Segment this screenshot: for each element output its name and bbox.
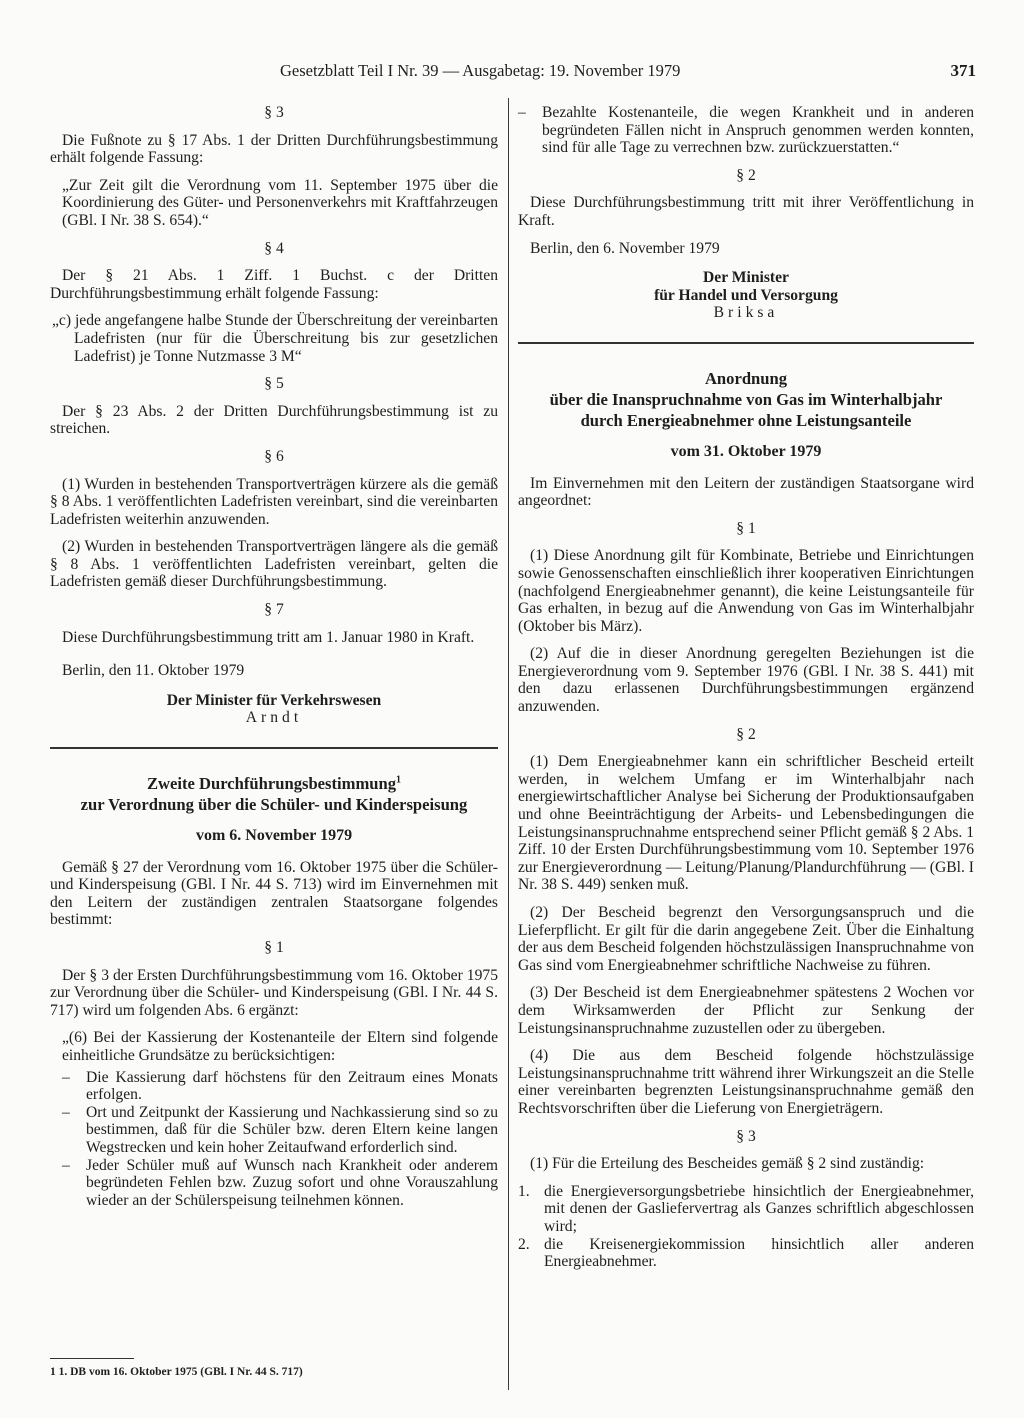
paragraph: (4) Die aus dem Bescheid folgende höchstzulässige Leistungsinanspruchnahme tritt während ihrer Wirkungszeit an die Stelle einer vereinbarten begrenzten Leistungsinanspruchnahme gemäß den Rechtsvorschriften über die Lieferung von Energieträgern. (518, 1047, 974, 1117)
signatory-title: Der Minister für Verkehrswesen (166, 691, 382, 709)
paragraph: (1) Wurden in bestehenden Transportverträgen kürzere als die gemäß § 8 Abs. 1 veröffentlichten Ladefristen vereinbart, sind die vereinbarten Ladefristen weiterhin anzuwenden. (50, 475, 498, 528)
numbered-list (518, 1183, 974, 1271)
section-heading: § 3 (264, 104, 284, 121)
title-line: über die Inanspruchnahme von Gas im Winterhalbjahr (549, 389, 943, 409)
signatory-title: Der Minister (703, 269, 789, 287)
section-rule (50, 747, 498, 749)
section-heading: § 2 (736, 725, 756, 743)
paragraph: Der § 21 Abs. 1 Ziff. 1 Buchst. c der Dritten Durchführungsbestimmung erhält folgende Fassung: (50, 267, 498, 302)
list-item-text: Jeder Schüler muß auf Wunsch nach Krankheit oder anderem begründeten Fehlen bzw. Zuzug sofort und ohne Vorauszahlung wieder an der Schülerspeisung teilnehmen können. (86, 1156, 498, 1209)
title-line: Anordnung (704, 368, 788, 388)
place-date: Berlin, den 6. November 1979 (530, 239, 720, 257)
paragraph: Im Einvernehmen mit den Leitern der zuständigen Staatsorgane wird angeordnet: (518, 474, 974, 510)
paragraph: Der § 3 der Ersten Durchführungsbestimmung vom 16. Oktober 1975 zur Verordnung über die Schüler- und Kinderspeisung (GBl. I Nr. 44 S. 717) wird um folgenden Abs. 6 ergänzt: (50, 966, 498, 1019)
list-item-text: Ort und Zeitpunkt der Kassierung und Nachkassierung sind so zu bestimmen, daß für die Schüler bzw. deren Eltern keine langen Wegstrecken und kein hoher Zeitaufwand erforderlich sind. (86, 1103, 498, 1156)
section-heading: § 1 (264, 939, 284, 956)
paragraph: (3) Der Bescheid ist dem Energieabnehmer spätestens 2 Wochen vor dem Wirksamwerden der Pflicht zur Senkung der Leistungsinanspruchnahme zuzustellen oder zu übergeben. (518, 984, 974, 1037)
document-date: vom 6. November 1979 (195, 827, 353, 845)
left-column (50, 104, 498, 1209)
title-line: Zweite Durchführungsbestimmung (146, 774, 397, 794)
paragraph: Diese Durchführungsbestimmung tritt am 1. Januar 1980 in Kraft. (62, 628, 475, 646)
footnote-marker: 1 (396, 774, 402, 786)
place-date: Berlin, den 11. Oktober 1979 (62, 662, 245, 680)
footnote: 1 1. DB vom 16. Oktober 1975 (GBl. I Nr. 44 S. 717) (50, 1366, 303, 1378)
list-item-text: die Kreisenergiekommission hinsichtlich aller anderen Energieabnehmer. (544, 1235, 974, 1271)
dash-list (50, 1069, 498, 1210)
section-heading: § 3 (736, 1127, 756, 1145)
paragraph: (2) Wurden in bestehenden Transportverträgen längere als die gemäß § 8 Abs. 1 veröffentlichten Ladefristen vereinbart, gelten die Ladefristen gemäß dieser Durchführungsbestimmung. (50, 538, 498, 591)
right-column (518, 104, 974, 1271)
list-item-text: die Energieversorgungsbetriebe hinsichtlich der Energieabnehmer, mit denen der Gasliefervertrag als Ganzes schriftlich abgeschlossen wird; (544, 1182, 974, 1235)
section-heading: § 1 (736, 519, 756, 537)
title-line: durch Energieabnehmer ohne Leistungsanteile (580, 410, 912, 430)
paragraph: Die Fußnote zu § 17 Abs. 1 der Dritten Durchführungsbestimmung erhält folgende Fassung: (50, 131, 498, 167)
running-header (280, 60, 976, 82)
signatory-title: für Handel und Versorgung (654, 286, 838, 304)
paragraph: Gemäß § 27 der Verordnung vom 16. Oktober 1975 über die Schüler- und Kinderspeisung (GBl. I Nr. 44 S. 713) wird im Einvernehmen mit den Leitern der zuständigen zentralen Staatsorgane folgendes bestimmt: (50, 858, 498, 929)
title-line: zur Verordnung über die Schüler- und Kinderspeisung (80, 795, 468, 815)
running-title: Gesetzblatt Teil I Nr. 39 — Ausgabetag: 19. November 1979 (280, 61, 681, 80)
section-heading: § 6 (264, 447, 284, 465)
section-heading: § 5 (264, 375, 284, 393)
paragraph: (1) Für die Erteilung des Bescheides gemäß § 2 sind zuständig: (530, 1155, 925, 1173)
paragraph: Der § 23 Abs. 2 der Dritten Durchführungsbestimmung ist zu streichen. (50, 402, 498, 438)
column-divider (508, 98, 509, 1390)
section-rule (518, 342, 974, 344)
section-heading: § 7 (264, 601, 284, 619)
signatory-name: Arndt (245, 709, 303, 727)
list-number: 2. (518, 1235, 530, 1253)
list-item-text: Die Kassierung darf höchstens für den Zeitraum eines Monats erfolgen. (86, 1068, 498, 1104)
paragraph: Diese Durchführungsbestimmung tritt mit ihrer Veröffentlichung in Kraft. (518, 194, 974, 229)
page-number: 371 (950, 61, 976, 80)
document-title (50, 773, 498, 815)
list-item: – Die Kassierung darf höchstens für den Zeitraum eines Monats erfolgen. (62, 1068, 498, 1104)
paragraph: (2) Der Bescheid begrenzt den Versorgungsanspruch und die Lieferpflicht. Er gilt für die darin angegebene Zeit. Über die Einhaltung der aus dem Bescheid folgenden höchstzulässigen Inanspruchnahme von Gas sind vom Energieabnehmer schriftliche Nachweise zu führen. (518, 904, 974, 974)
document-date: vom 31. Oktober 1979 (670, 442, 822, 460)
list-item: – Jeder Schüler muß auf Wunsch nach Krankheit oder anderem begründeten Fehlen bzw. Zuzug sofort und ohne Vorauszahlung wieder an der Schülerspeisung teilnehmen können. (62, 1156, 498, 1209)
paragraph: (1) Diese Anordnung gilt für Kombinate, Betriebe und Einrichtungen sowie Genossenschaften einschließlich ihrer kooperativen Einrichtungen (nachfolgend Energieabnehmer genannt), die keine Leistungsanteile für Gas erhalten, in bezug auf die Anwendung von Gas im Winterhalbjahr (Oktober bis März). (518, 547, 974, 635)
list-item (518, 1183, 974, 1236)
paragraph: (2) Auf die in dieser Anordnung geregelten Beziehungen ist die Energieverordnung vom 9. September 1976 (GBl. I Nr. 38 S. 441) mit den dazu erlassenen Durchführungsbestimmungen ergänzend anzuwenden. (518, 645, 974, 716)
section-heading: § 4 (264, 239, 284, 257)
list-item: – Ort und Zeitpunkt der Kassierung und Nachkassierung sind so zu bestimmen, daß für die Schüler bzw. deren Eltern keine langen Wegstrecken und kein hoher Zeitaufwand erforderlich sind. (62, 1103, 498, 1156)
document-title (518, 368, 974, 431)
quoted-text: „(6) Bei der Kassierung der Kostenanteile der Eltern sind folgende einheitliche Grundsätze zu berücksichtigen: (62, 1029, 498, 1064)
paragraph: (1) Dem Energieabnehmer kann ein schriftlicher Bescheid erteilt werden, in welchem Umfang er im Winterhalbjahr nach energiewirtschaftlicher Analyse bei Sicherung der Produktionsaufgaben und ohne Beeinträchtigung der Arbeits- und Lebensbedingungen die Leistungsinanspruchnahme entsprechend seiner Pflicht gemäß § 2 Abs. 1 Ziff. 10 der Ersten Durchführungsbestimmung vom 10. September 1976 zur Energieverordnung — Leitung/Planung/Plandurchführung — (GBl. I Nr. 38 S. 449) senken muß. (518, 753, 975, 894)
list-item (518, 1236, 974, 1271)
quoted-text: „c) jede angefangene halbe Stunde der Überschreitung der vereinbarten Ladefristen (nur für die Überschreitung bis zur gesetzlichen Ladefrist) je Tonne Nutzmasse 3 M“ (52, 312, 498, 365)
signatory-name: Briksa (713, 304, 779, 322)
list-item-text: Bezahlte Kostenanteile, die wegen Krankheit und in anderen begründeten Fällen nicht in Anspruch genommen werden konnten, sind für alle Tage zu verrechnen bzw. zurückzuerstatten.“ (542, 104, 974, 157)
list-number: 1. (518, 1182, 530, 1200)
list-item: – Bezahlte Kostenanteile, die wegen Krankheit und in anderen begründeten Fällen nicht in Anspruch genommen werden konnten, sind für alle Tage zu verrechnen bzw. zurückzuerstatten.“ (518, 104, 974, 157)
quoted-text: „Zur Zeit gilt die Verordnung vom 11. September 1975 über die Koordinierung des Güter- und Personenverkehrs mit Kraftfahrzeugen (GBl. I Nr. 38 S. 654).“ (62, 176, 498, 229)
section-heading: § 2 (736, 166, 756, 184)
footnote-rule (50, 1358, 134, 1359)
